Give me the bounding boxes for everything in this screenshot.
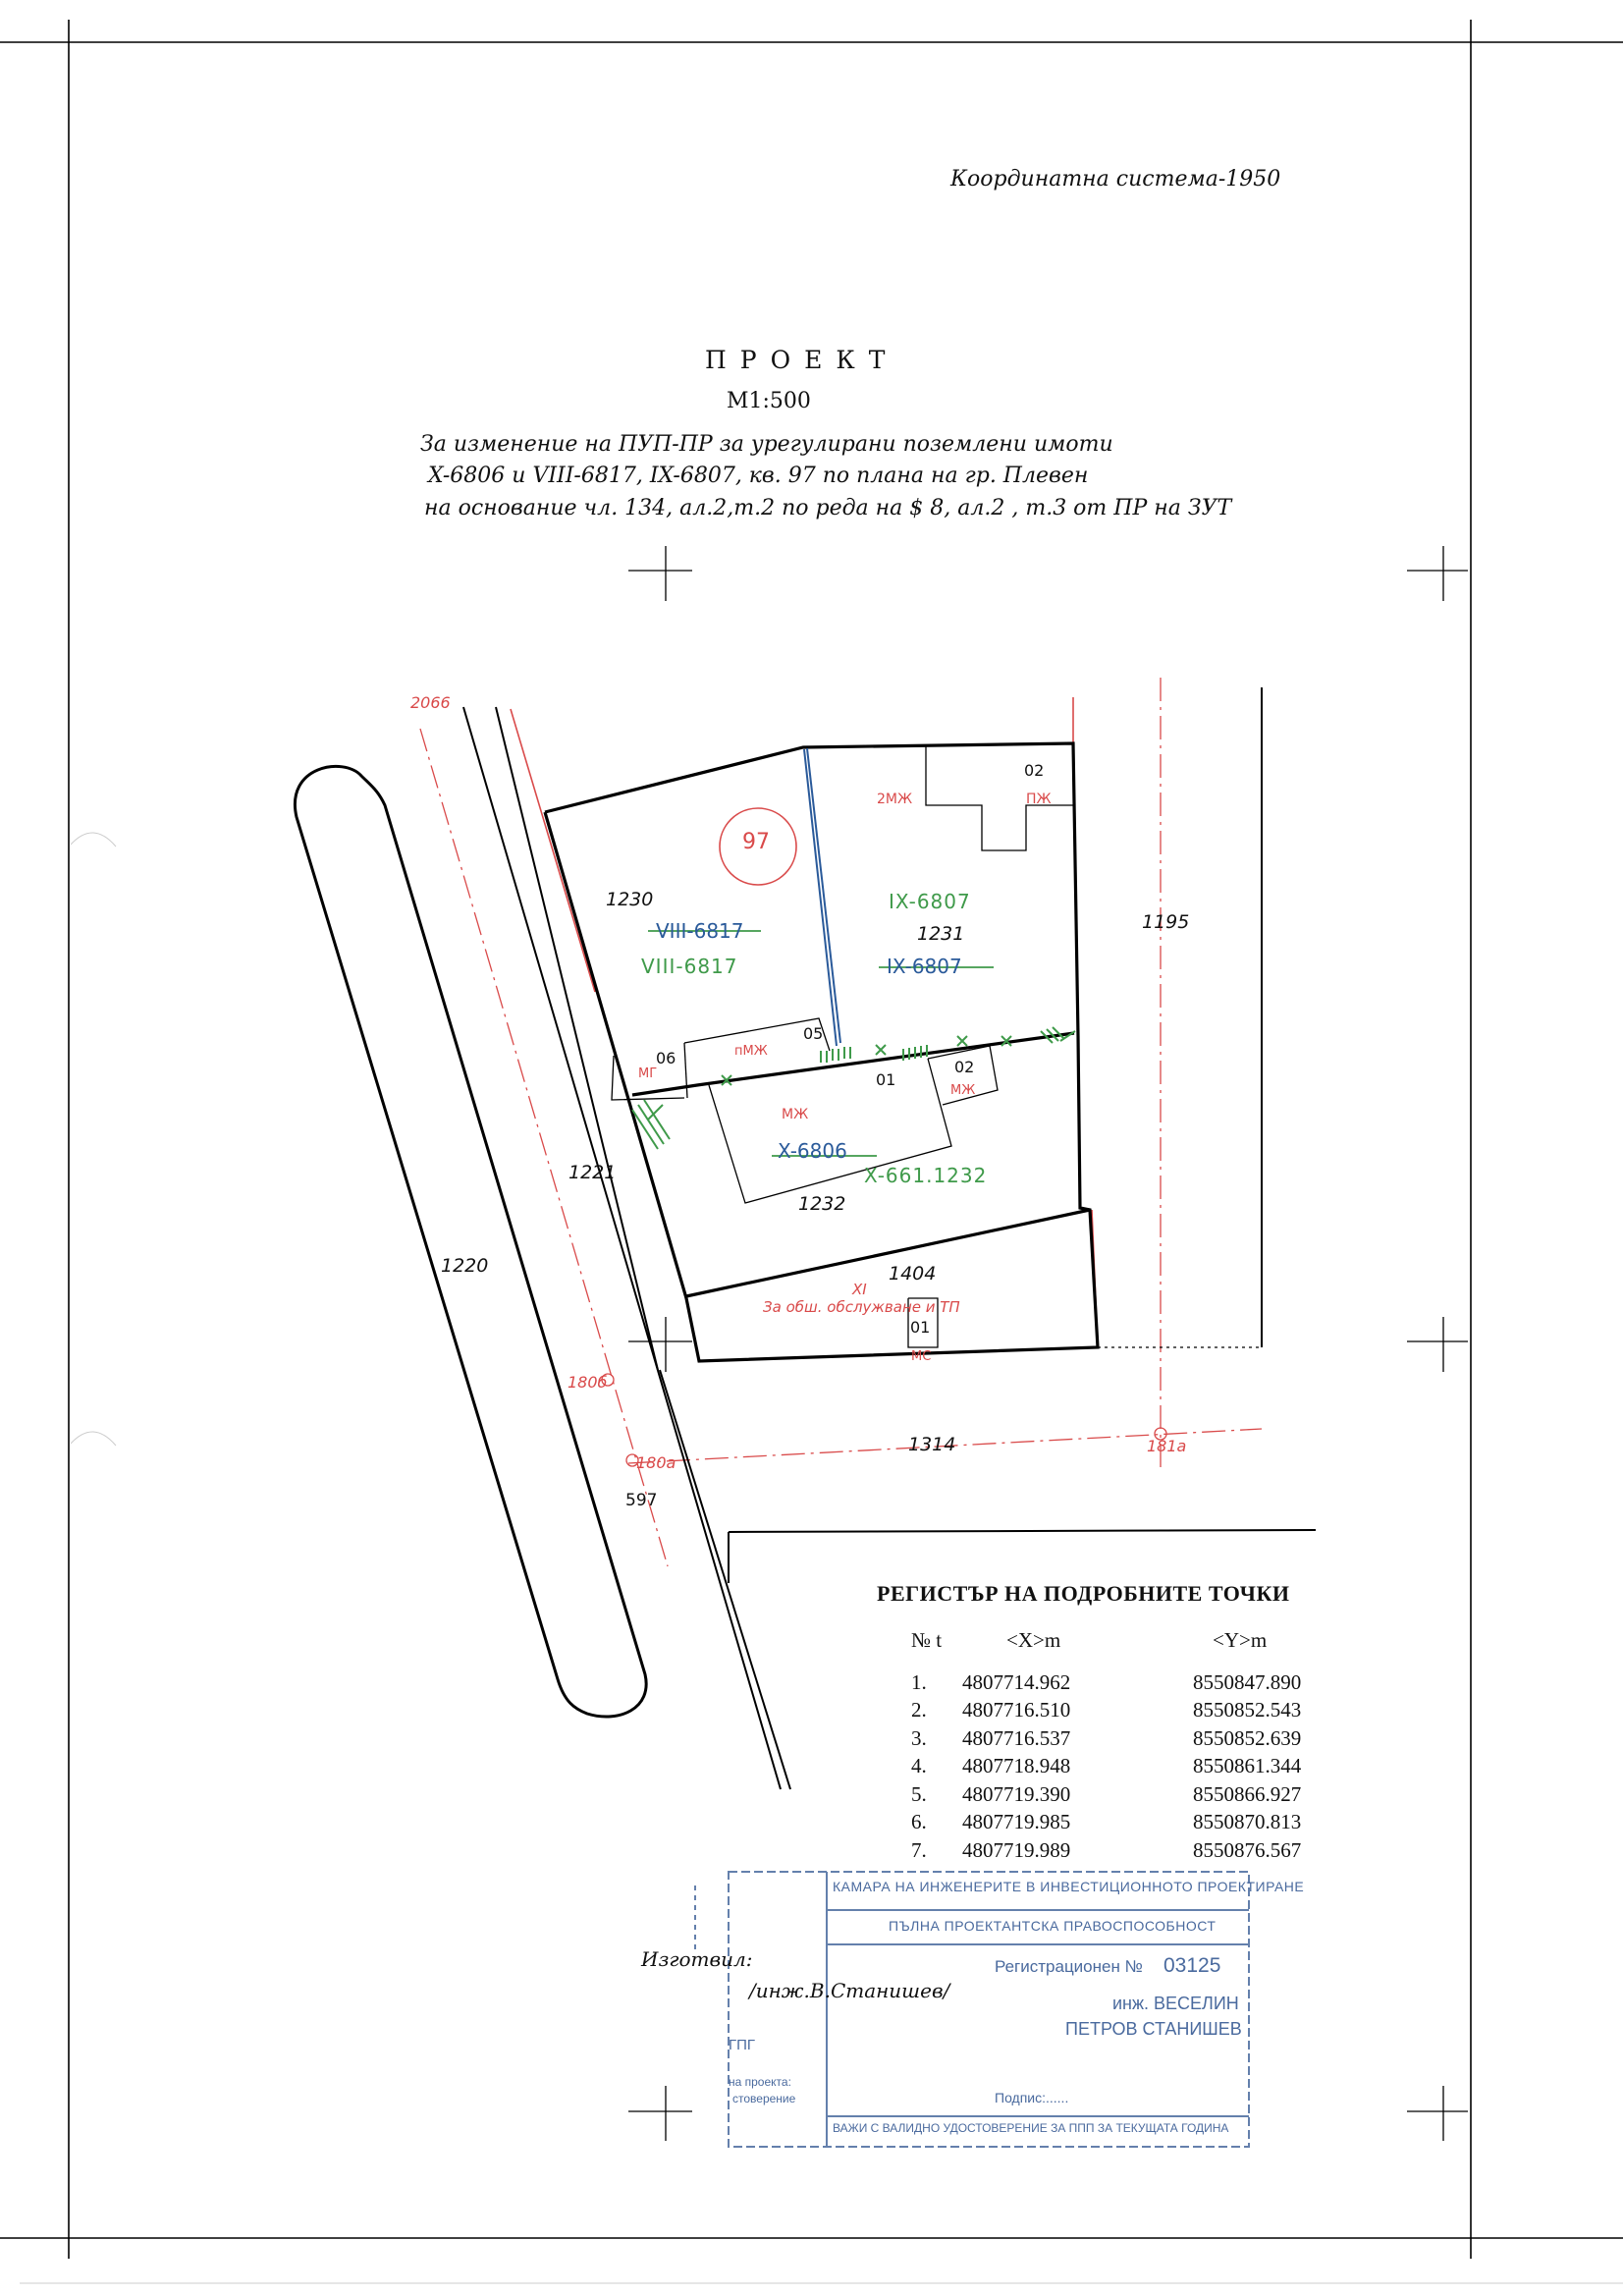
register-cell: 3.: [911, 1725, 927, 1750]
register-cell: 1.: [911, 1669, 927, 1694]
building-2mzh: 2МЖ: [877, 792, 913, 807]
stamp-name-line-2: ПЕТРОВ СТАНИШЕВ: [1065, 2019, 1242, 2039]
project-description-line-1: За изменение на ПУП-ПР за урегулирани поземлени имоти: [420, 432, 1113, 457]
register-cell: 5.: [911, 1781, 927, 1806]
street-597: 597: [625, 1491, 658, 1510]
register-cell: 8550876.567: [1193, 1837, 1302, 1862]
stamp-chamber: КАМАРА НА ИНЖЕНЕРИТЕ В ИНВЕСТИЦИОННОТО ПРОЕКТИРАНЕ: [833, 1879, 1305, 1894]
prepared-by-label: Изготвил:: [641, 1947, 753, 1971]
engineer-name: /инж.В.Станишев/: [749, 1979, 950, 2002]
stamp-project-part-2: стоверение: [732, 2092, 796, 2105]
lot-xi-purpose: За обш. обслужване и ТП: [763, 1298, 960, 1316]
lot-ix-new: IX-6807: [889, 890, 971, 913]
building-mc: МС: [911, 1349, 932, 1364]
lot-1221: 1221: [568, 1162, 617, 1183]
stamp-sign: Подпис:......: [995, 2090, 1069, 2105]
register-cell: 8550861.344: [1193, 1754, 1302, 1778]
register-cell: 6.: [911, 1810, 927, 1834]
lot-viii-new: VIII-6817: [641, 955, 738, 978]
lot-1195: 1195: [1142, 911, 1190, 933]
register-cell: 4807716.537: [962, 1725, 1071, 1750]
building-02-top: 02: [1024, 761, 1045, 780]
lot-ix-old: IX-6807: [887, 955, 962, 978]
building-02: 02: [954, 1058, 975, 1076]
stamp-section: ГПГ: [729, 2037, 756, 2053]
project-title: ПРОЕКТ: [705, 346, 899, 374]
lot-x-new: X-661.1232: [864, 1164, 988, 1187]
street-point-181a: 181а: [1147, 1437, 1187, 1455]
building-pzh: ПЖ: [1026, 792, 1052, 807]
building-pmzh: пМЖ: [734, 1044, 768, 1059]
lot-xi: XI: [852, 1281, 867, 1298]
register-col-no: № t: [911, 1628, 943, 1652]
register-cell: 8550866.927: [1193, 1781, 1302, 1806]
register-cell: 4807719.989: [962, 1837, 1071, 1862]
lot-1231: 1231: [917, 923, 965, 945]
project-description-line-3: на основание чл. 134, ал.2,т.2 по реда на $ 8, ал.2 , т.3 от ПР на ЗУТ: [424, 496, 1232, 520]
building-01: 01: [876, 1070, 896, 1089]
register-cell: 8550870.813: [1193, 1810, 1302, 1834]
coordinate-system: Координатна система-1950: [950, 167, 1281, 191]
register-title: РЕГИСТЪР НА ПОДРОБНИТЕ ТОЧКИ: [877, 1581, 1290, 1606]
register-cell: 4807718.948: [962, 1754, 1071, 1778]
building-mzh-small: МЖ: [950, 1083, 976, 1098]
block-number: 97: [742, 830, 770, 854]
register-cell: 4807719.390: [962, 1781, 1071, 1806]
register-cell: 2.: [911, 1698, 927, 1722]
register-col-y: <Y>m: [1213, 1628, 1268, 1652]
building-01-bottom: 01: [910, 1318, 931, 1337]
lot-x-old: X-6806: [778, 1139, 847, 1163]
project-description-line-2: X-6806 и VIII-6817, IX-6807, кв. 97 по плана на гр. Плевен: [428, 464, 1089, 488]
building-mzh: МЖ: [782, 1107, 809, 1122]
building-mg: МГ: [638, 1066, 658, 1081]
building-05: 05: [803, 1024, 824, 1043]
lot-1230: 1230: [606, 889, 654, 910]
register-col-x: <X>m: [1006, 1628, 1061, 1652]
lot-1232: 1232: [798, 1193, 846, 1215]
register-cell: 8550852.543: [1193, 1698, 1302, 1722]
stamp-project-part-1: на проекта:: [729, 2075, 791, 2089]
lot-1220: 1220: [441, 1255, 489, 1277]
project-scale: M1:500: [727, 389, 811, 413]
register-cell: 4807719.985: [962, 1810, 1071, 1834]
register-cell: 8550852.639: [1193, 1725, 1302, 1750]
street-1314: 1314: [908, 1434, 956, 1455]
street-point-2066: 2066: [410, 693, 451, 712]
register-cell: 7.: [911, 1837, 927, 1862]
building-06: 06: [656, 1049, 676, 1067]
stamp-registration-label: Регистрационен №: [995, 1957, 1143, 1976]
register-cell: 4807716.510: [962, 1698, 1071, 1722]
stamp-name-line-1: инж. ВЕСЕЛИН: [1112, 1994, 1239, 2013]
stamp-validity: ВАЖИ С ВАЛИДНО УДОСТОВЕРЕНИЕ ЗА ППП ЗА ТЕКУЩАТА ГОДИНА: [833, 2121, 1229, 2135]
stamp-registration-number: 03125: [1163, 1954, 1221, 1977]
lot-1404: 1404: [889, 1263, 937, 1285]
register-cell: 4807714.962: [962, 1669, 1071, 1694]
stamp-capacity: ПЪЛНА ПРОЕКТАНТСКА ПРАВОСПОСОБНОСТ: [889, 1918, 1217, 1934]
street-point-180a: 180а: [636, 1453, 676, 1472]
lot-viii-old: VIII-6817: [656, 919, 744, 943]
register-cell: 8550847.890: [1193, 1669, 1302, 1694]
register-cell: 4.: [911, 1754, 927, 1778]
street-point-180b: 180б: [568, 1373, 608, 1392]
